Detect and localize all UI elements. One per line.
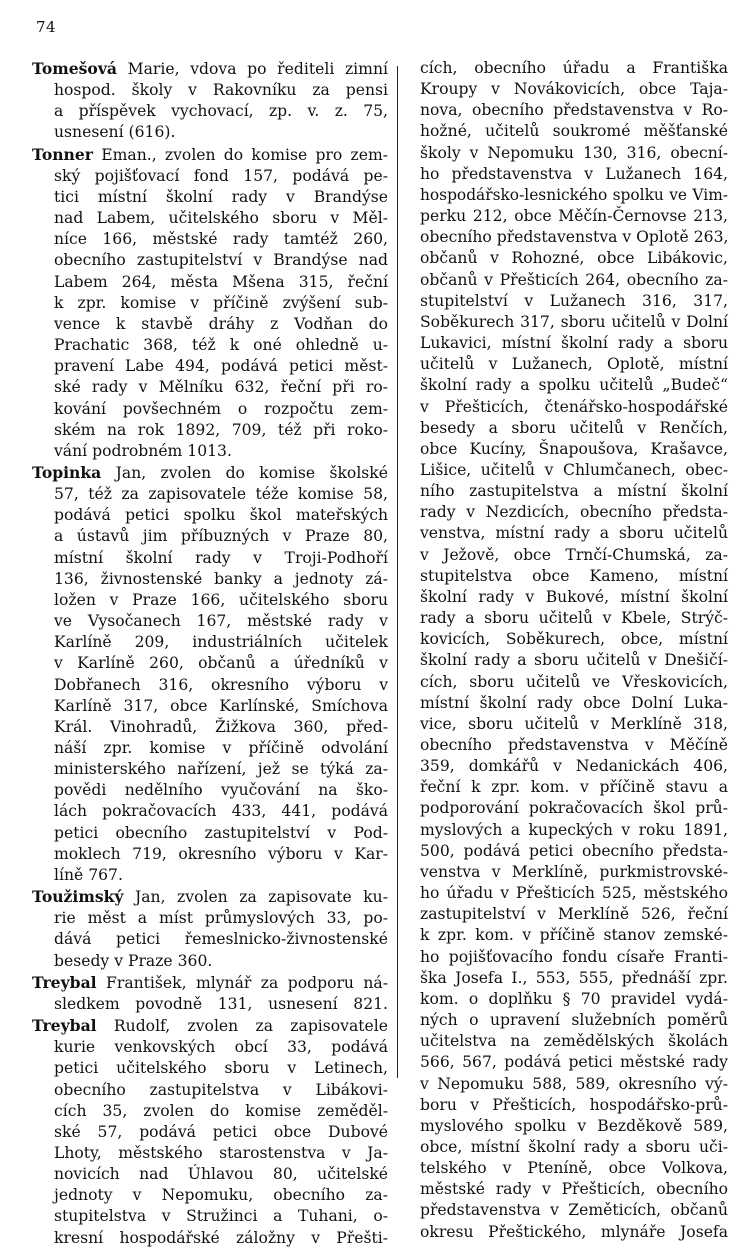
continuation-line: stupitelství v Lužanech 316, 317,: [420, 291, 728, 310]
entry-text: nad Labem, učitelského sboru v Měl-: [54, 209, 388, 228]
continuation-line: školní rady a sboru učitelů v Dnešičí-: [420, 651, 728, 670]
entry-text: podává petici spolku škol mateřských: [54, 506, 388, 525]
entry-text: místní školní rady v Troji-Podhoří: [54, 548, 388, 567]
continuation-line: hospodářsko-lesnického spolku ve Vim-: [420, 185, 728, 204]
index-entry-line: [32, 865, 388, 886]
index-entry-line: [32, 420, 388, 441]
index-entry-headline: [32, 972, 388, 994]
index-entry-line: [32, 399, 388, 420]
index-entry-line: [32, 738, 388, 759]
continuation-line: venstva, místní rady a sboru učitelů: [420, 524, 728, 543]
entry-text: Prachatic 368, též k oné ohledně u-: [54, 336, 388, 355]
entry-text: Král. Vinohradů, Žižkova 360, před-: [54, 717, 388, 736]
continuation-line: kom. o doplňku § 70 pravidel vydá-: [420, 989, 728, 1008]
entry-text: povědi nedělního vyučování na ško-: [54, 781, 388, 800]
entry-text: besedy v Praze 360.: [54, 951, 213, 970]
continuation-line: nova, obecního představenstva v Ro-: [420, 101, 728, 120]
index-entry-line: [32, 1058, 388, 1079]
entry-text: obecního zastupitelství v Brandýse nad: [54, 251, 388, 270]
continuation-line: školy v Nepomuku 130, 316, obecní-: [420, 143, 728, 162]
index-entry-line: [32, 548, 388, 569]
index-entry-line: [32, 101, 388, 122]
continuation-line: rady v Nezdicích, obecního předsta-: [420, 503, 728, 522]
index-entry-line: [32, 484, 388, 505]
entry-text: a ústavů jim příbuzných v Praze 80,: [54, 527, 388, 546]
continuation-line: myslového spolku v Bezděkově 589,: [420, 1116, 728, 1135]
index-entry-headline: [32, 1015, 388, 1037]
index-entry-line: [32, 780, 388, 801]
index-entry-line: [32, 335, 388, 356]
index-entry-headline: [32, 886, 388, 908]
entry-text: Rudolf, zvolen za zapisovatele: [96, 1017, 388, 1036]
index-entry-line: [32, 1037, 388, 1058]
entry-text: Jan, zvolen do komise školské: [101, 463, 388, 482]
continuation-line: 359, domkářů v Nedanickách 406,: [420, 757, 728, 776]
index-entry-line: [32, 823, 388, 844]
right-column: [420, 58, 728, 1243]
entry-text: dává petici řemeslnicko-živnostenské: [54, 930, 388, 949]
continuation-line: okresu Přeštického, mlynáře Josefa: [420, 1222, 728, 1241]
continuation-line: městské rady v Přešticích, obecního: [420, 1180, 728, 1199]
index-entry-line: [32, 1101, 388, 1122]
entry-text: ve Vysočanech 167, městské rady v: [54, 612, 388, 631]
index-entry-headline: [32, 58, 388, 80]
index-entry-line: [32, 1080, 388, 1101]
entry-text: ministerského nařízení, jež se týká za-: [54, 760, 388, 779]
entry-text: Marie, vdova po řediteli zimní: [116, 60, 388, 78]
entry-text: hospod. školy v Rakovníku za pensi: [54, 81, 388, 100]
entry-text: petici obecního zastupitelství v Pod-: [54, 823, 388, 842]
index-entry-line: [32, 1143, 388, 1164]
continuation-line: Soběkurech 317, sboru učitelů v Dolní: [420, 312, 728, 331]
continuation-line: cích, sboru učitelů ve Vřeskovicích,: [420, 672, 728, 691]
entry-text: kování povšechném o rozpočtu zem-: [54, 399, 388, 418]
index-entry-line: [32, 272, 388, 293]
index-entry-line: [32, 441, 388, 462]
entry-text: líně 767.: [54, 865, 123, 884]
continuation-line: občanů v Rohozné, obce Libákovic,: [420, 249, 728, 268]
continuation-line: besedy a sboru učitelů v Renčích,: [420, 418, 728, 437]
entry-headword: Treybal: [32, 1016, 97, 1036]
entry-text: k zpr. komise v příčině zvýšení sub-: [54, 293, 388, 312]
entry-text: Eman., zvolen do komise pro zem-: [93, 145, 388, 164]
page-number: 74: [36, 18, 57, 36]
continuation-line: ho pojišťovacího fondu císaře Franti-: [420, 947, 728, 966]
continuation-line: ho úřadu v Přešticích 525, městského: [420, 884, 728, 903]
entry-text: náší zpr. komise v příčině odvolání: [54, 739, 388, 757]
continuation-line: podporování pokračovacích škol prů-: [420, 799, 728, 818]
index-entry-line: [32, 377, 388, 398]
index-entry-line: [32, 569, 388, 590]
continuation-line: telského v Pteníně, obce Volkova,: [420, 1159, 728, 1178]
entry-text: jednoty v Nepomuku, obecního za-: [54, 1186, 388, 1205]
continuation-line: Lukavici, místní školní rady a sboru: [420, 334, 728, 353]
index-entry-line: [32, 314, 388, 335]
continuation-line: ška Josefa I., 553, 555, přednáší zpr.: [420, 968, 728, 987]
entry-text: Karlíně 317, obce Karlínské, Smíchova: [54, 696, 388, 715]
continuation-line: učitelů v Lužanech, Oplotě, místní: [420, 355, 728, 374]
index-entry-line: [32, 611, 388, 632]
column-divider: [397, 66, 398, 1078]
index-entry-line: [32, 801, 388, 822]
continuation-line: vice, sboru učitelů v Merklíně 318,: [420, 714, 728, 733]
entry-text: moklech 719, okresního výboru v Kar-: [54, 844, 388, 863]
continuation-line: perku 212, obce Měčín-Černovse 213,: [420, 207, 728, 226]
entry-text: ské rady v Mělníku 632, řeční při ro-: [54, 378, 388, 397]
continuation-line: 566, 567, podává petici městské rady: [420, 1053, 728, 1072]
entry-text: tici místní školní rady v Brandýse: [54, 187, 388, 206]
entry-text: pravení Labe 494, podává petici měst-: [54, 357, 388, 376]
continuation-line: v Nepomuku 588, 589, okresního vý-: [420, 1074, 728, 1093]
continuation-line: hožné, učitelů soukromé měšťanské: [420, 122, 728, 141]
continuation-line: představenstva v Zeměticích, občanů: [420, 1201, 728, 1220]
index-entry-line: [32, 590, 388, 611]
index-entry-line: [32, 929, 388, 950]
index-entry-line: [32, 1122, 388, 1143]
index-entry-headline: [32, 462, 388, 484]
continuation-line: školní rady a spolku učitelů „Budeč“: [420, 376, 728, 395]
entry-text: lách pokračovacích 433, 441, podává: [54, 802, 388, 821]
entry-text: vence k stavbě dráhy z Vodňan do: [54, 314, 388, 333]
index-entry-line: [32, 696, 388, 717]
index-entry-line: [32, 250, 388, 271]
continuation-line: v Ježově, obce Trnčí-Chumská, za-: [420, 545, 728, 564]
entry-text: Lhoty, městského starostenstva v Ja-: [54, 1143, 388, 1162]
entry-text: novicích nad Úhlavou 80, učitelské: [54, 1165, 388, 1184]
entry-text: kresní hospodářské záložny v Přešti-: [54, 1228, 388, 1247]
entry-text: František, mlynář za podporu ná-: [96, 973, 388, 992]
index-entry-line: [32, 1185, 388, 1206]
index-entry-line: [32, 675, 388, 696]
continuation-line: kovicích, Soběkurech, obce, místní: [420, 630, 728, 649]
continuation-line: Lišice, učitelů v Chlumčanech, obec-: [420, 460, 728, 479]
continuation-line: učitelstva na zemědělských školách: [420, 1032, 728, 1051]
continuation-line: rady a sboru učitelů v Kbele, Strýč-: [420, 609, 728, 628]
continuation-line: venstva v Merklíně, purkmistrovské-: [420, 862, 728, 881]
continuation-line: myslových a kupeckých v roku 1891,: [420, 820, 728, 839]
continuation-line: obce, místní školní rady a sboru uči-: [420, 1137, 728, 1156]
continuation-line: školní rady v Bukové, místní školní: [420, 587, 728, 606]
entry-text: a příspěvek vychovací, zp. v. z. 75,: [54, 102, 388, 121]
index-entry-line: [32, 908, 388, 929]
continuation-line: řeční k zpr. kom. v příčině stavu a: [420, 778, 728, 797]
entry-headword: Tomešová: [32, 59, 117, 78]
entry-text: níce 166, městské rady tamtéž 260,: [54, 230, 388, 249]
entry-text: Dobřanech 316, okresního výboru v: [54, 675, 388, 694]
entry-text: Labem 264, města Mšena 315, řeční: [54, 272, 388, 291]
entry-text: sledkem povodně 131, usnesení 821.: [54, 994, 388, 1013]
continuation-line: zastupitelství v Merklíně 526, řeční: [420, 905, 728, 924]
continuation-line: ných o upravení služebních poměrů: [420, 1011, 728, 1030]
continuation-line: obecního představenstva v Oplotě 263,: [420, 228, 729, 247]
continuation-line: obce Kucíny, Šnapoušova, Krašavce,: [420, 439, 728, 458]
entry-text: obecního zastupitelstva v Libákovi-: [54, 1080, 388, 1099]
entry-text: kurie venkovských obcí 33, podává: [54, 1038, 388, 1057]
index-entry-line: [32, 229, 388, 250]
entry-text: ském na rok 1892, 709, též při roko-: [54, 420, 388, 439]
index-entry-line: [32, 759, 388, 780]
index-entry-headline: [32, 144, 388, 166]
entry-headword: Toužimský: [32, 887, 124, 907]
continuation-line: cích, obecního úřadu a Františka: [420, 59, 728, 77]
entry-text: cích 35, zvolen do komise zeměděl-: [54, 1101, 388, 1120]
index-entry-line: [32, 526, 388, 547]
index-entry-line: [32, 844, 388, 865]
index-entry-line: [32, 122, 388, 143]
entry-text: 57, též za zapisovatele téže komise 58,: [54, 485, 388, 504]
entry-headword: Treybal: [32, 972, 97, 992]
entry-headword: Tonner: [32, 144, 94, 164]
entry-headword: Topinka: [32, 462, 102, 482]
entry-text: 136, živnostenské banky a jednoty zá-: [54, 569, 388, 588]
index-entry-line: [32, 166, 388, 187]
index-entry-line: [32, 187, 388, 208]
continuation-line: boru v Přešticích, hospodářsko-prů-: [420, 1095, 728, 1114]
continuation-line: k zpr. kom. v příčině stanov zemské-: [420, 926, 728, 945]
continuation-line: Kroupy v Novákovicích, obce Taja-: [420, 80, 728, 99]
continuation-line: místní školní rady obce Dolní Luka-: [420, 693, 728, 712]
continuation-line: stupitelstva obce Kameno, místní: [420, 566, 728, 585]
index-entry-line: [32, 356, 388, 377]
entry-text: ský pojišťovací fond 157, podává pe-: [54, 166, 388, 185]
continuation-line: 500, podává petici obecního předsta-: [420, 841, 728, 860]
entry-text: vání podrobném 1013.: [54, 441, 232, 460]
continuation-line: ho představenstva v Lužanech 164,: [420, 164, 728, 183]
left-column: [32, 58, 388, 1249]
entry-text: stupitelstva v Stružinci a Tuhani, o-: [54, 1207, 388, 1226]
entry-text: petici učitelského sboru v Letinech,: [54, 1059, 388, 1078]
index-entry-line: [32, 293, 388, 314]
entry-text: Jan, zvolen za zapisovate ku-: [123, 888, 388, 907]
continuation-line: v Přešticích, čtenářsko-hospodářské: [420, 397, 728, 416]
entry-text: ložen v Praze 166, učitelského sboru: [54, 590, 388, 609]
entry-text: Karlíně 209, industriálních učitelek: [54, 633, 388, 652]
entry-text: rie měst a míst průmyslových 33, po-: [54, 909, 388, 928]
index-entry-line: [32, 1164, 388, 1185]
index-entry-line: [32, 632, 388, 653]
index-entry-line: [32, 994, 388, 1015]
continuation-line: občanů v Přešticích 264, obecního za-: [420, 270, 728, 289]
entry-text: ské 57, podává petici obce Dubové: [54, 1122, 388, 1141]
index-entry-line: [32, 208, 388, 229]
entry-text: usnesení (616).: [54, 123, 176, 142]
continuation-line: obecního představenstva v Měčíně: [420, 736, 728, 754]
index-entry-line: [32, 80, 388, 101]
continuation-line: ního zastupitelstva a místní školní: [420, 482, 728, 501]
index-entry-line: [32, 1228, 388, 1249]
index-entry-line: [32, 717, 388, 738]
entry-text: v Karlíně 260, občanů a úředníků v: [54, 654, 388, 673]
index-entry-line: [32, 951, 388, 972]
index-entry-line: [32, 1206, 388, 1227]
index-entry-line: [32, 653, 388, 674]
index-entry-line: [32, 505, 388, 526]
